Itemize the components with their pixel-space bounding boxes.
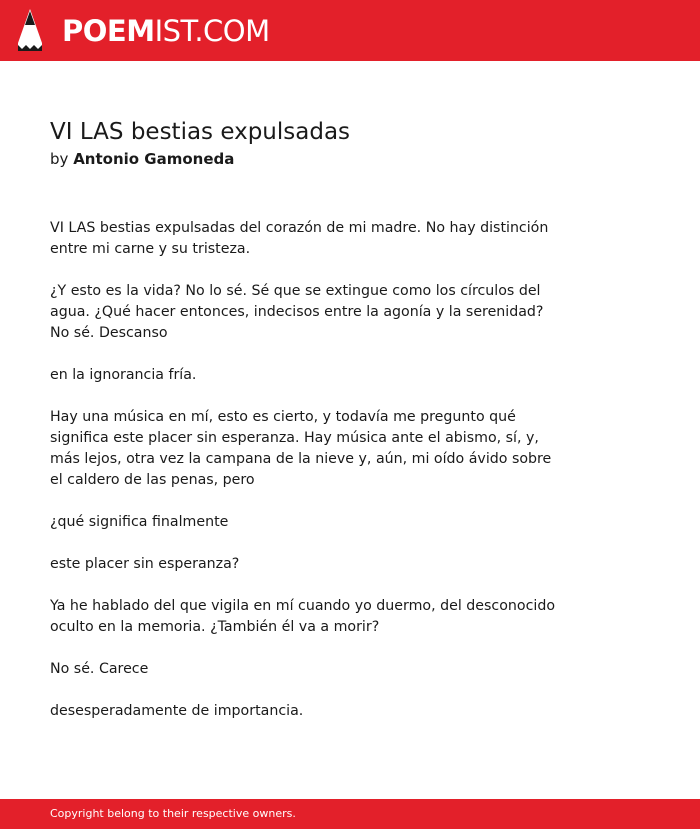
poem-stanza: VI LAS bestias expulsadas del corazón de mi madre. No hay distinción entre mi carne y su tristeza. bbox=[50, 220, 549, 257]
brand-light-text: IST.COM bbox=[154, 14, 270, 48]
poem-stanza: este placer sin esperanza? bbox=[50, 556, 240, 572]
poem-stanza: Hay una música en mí, esto es cierto, y todavía me pregunto qué significa este placer sin esperanza. Hay música ante el abismo, sí, y, más lejos, otra vez la campana de la nieve y, aún, mi oído ávido sobre el caldero de las penas, pero bbox=[50, 409, 552, 488]
poem-stanza: ¿Y esto es la vida? No lo sé. Sé que se extingue como los círculos del agua. ¿Qué hacer entonces, indecisos entre la agonía y la serenidad? No sé. Descanso bbox=[50, 283, 544, 341]
poem-stanza: desesperadamente de importancia. bbox=[50, 703, 304, 719]
poem-stanza: ¿qué significa finalmente bbox=[50, 514, 229, 530]
brand-bold-text: POEM bbox=[62, 14, 155, 48]
poem-body bbox=[50, 218, 560, 743]
by-label: by bbox=[50, 150, 69, 168]
poem-stanza: No sé. Carece bbox=[50, 661, 149, 677]
site-logo[interactable] bbox=[62, 13, 270, 49]
poem-byline bbox=[50, 148, 234, 170]
site-header bbox=[0, 0, 700, 61]
copyright-notice: Copyright belong to their respective owners. bbox=[50, 807, 296, 820]
poem-title: VI LAS bestias expulsadas bbox=[50, 119, 351, 145]
poem-stanza: Ya he hablado del que vigila en mí cuando yo duermo, del desconocido oculto en la memoria. ¿También él va a morir? bbox=[50, 598, 556, 635]
pencil-tip-icon[interactable] bbox=[18, 9, 42, 51]
author-name: Antonio Gamoneda bbox=[73, 150, 235, 168]
poem-stanza: en la ignorancia fría. bbox=[50, 367, 197, 383]
site-footer bbox=[0, 799, 700, 829]
